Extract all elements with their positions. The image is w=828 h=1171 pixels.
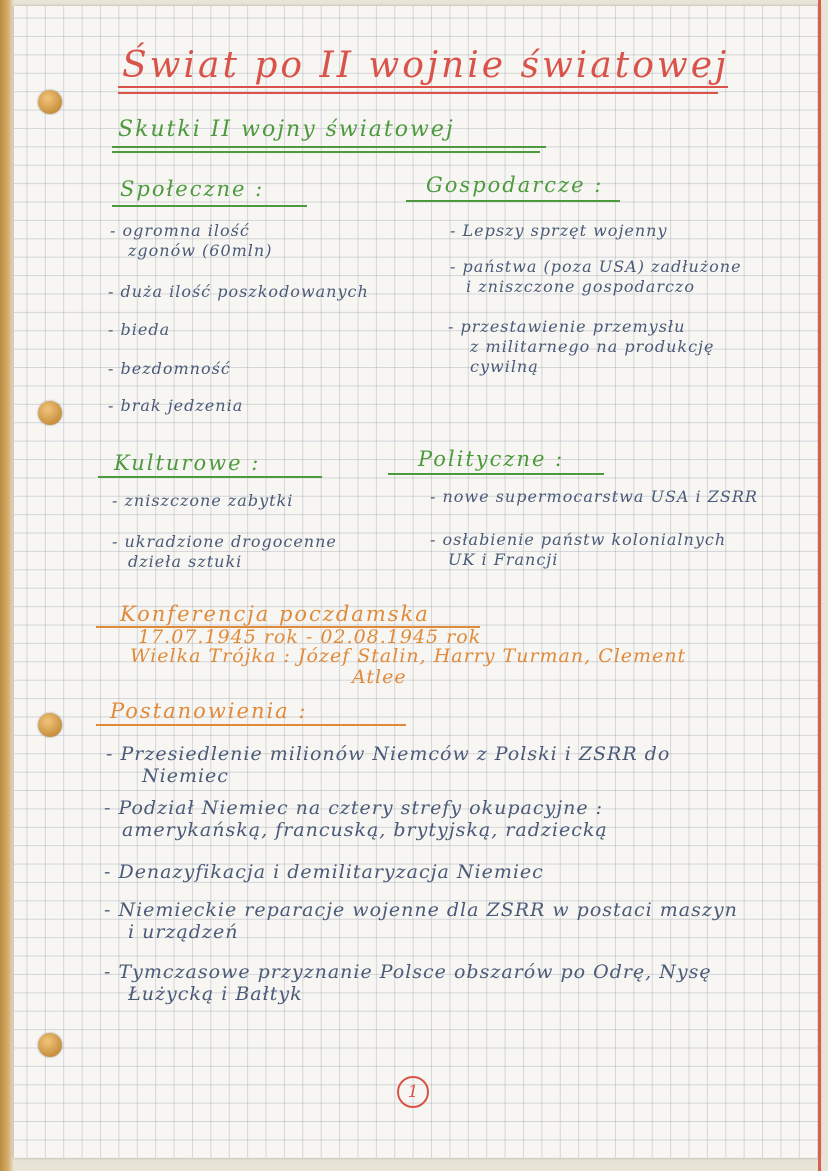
section-underline (112, 151, 540, 153)
title-underline (118, 92, 718, 94)
subheading-underline (406, 200, 620, 202)
list-item-line: - duża ilość poszkodowanych (108, 282, 369, 301)
list-item-line: - Niemieckie reparacje wojenne dla ZSRR w postaci maszyn (104, 899, 738, 921)
list-item-line: z militarnego na produkcję (470, 337, 715, 356)
list-item-line: - przestawienie przemysłu (448, 317, 686, 336)
list-item-line: - Tymczasowe przyznanie Polsce obszarów po Odrę, Nysę (104, 961, 712, 983)
list-item-line: - bieda (108, 320, 171, 339)
title-underline (118, 86, 728, 88)
punch-hole (38, 713, 62, 737)
subheading-underline (98, 476, 322, 478)
list-item-line: amerykańską, francuską, brytyjską, radziecką (122, 819, 608, 841)
list-item-line: dzieła sztuki (128, 552, 243, 571)
section-heading-skutki: Skutki II wojny światowej (118, 117, 455, 142)
list-item-line: - Przesiedlenie milionów Niemców z Polski i ZSRR do (106, 743, 671, 765)
list-item-line: - brak jedzenia (108, 396, 244, 415)
margin-line (818, 0, 821, 1171)
list-item-line: Niemiec (142, 765, 229, 787)
list-item-line: - Lepszy sprzęt wojenny (450, 221, 668, 240)
list-item-line: Łużycką i Bałtyk (128, 983, 303, 1005)
subheading-underline (112, 205, 307, 207)
list-item-line: - Podział Niemiec na cztery strefy okupacyjne : (104, 797, 604, 819)
list-item-line: - osłabienie państw kolonialnych (430, 530, 727, 549)
subheading-polityczne: Polityczne : (418, 447, 565, 471)
big-three-line1: Wielka Trójka : Józef Stalin, Harry Turman, Clement (130, 645, 687, 667)
subheading-kulturowe: Kulturowe : (114, 451, 261, 475)
subheading-spoleczne: Społeczne : (120, 177, 265, 201)
list-item-line: - nowe supermocarstwa USA i ZSRR (430, 487, 758, 506)
list-item-line: - ukradzione drogocenne (112, 532, 337, 551)
subheading-gospodarcze: Gospodarcze : (426, 173, 604, 197)
list-item-line: - ogromna ilość (110, 221, 250, 240)
subheading-underline (388, 473, 604, 475)
binding-edge (0, 0, 14, 1171)
page-number: 1 (397, 1076, 429, 1108)
section-heading-postanowienia: Postanowienia : (110, 699, 308, 723)
list-item-line: i urządzeń (128, 921, 239, 943)
list-item-line: cywilną (470, 357, 539, 376)
list-item-line: zgonów (60mln) (128, 241, 273, 260)
list-item-line: - państwa (poza USA) zadłużone (450, 257, 742, 276)
section-heading-konferencja: Konferencja poczdamska (120, 602, 430, 626)
punch-hole (38, 1033, 62, 1057)
section-underline (96, 724, 406, 726)
list-item-line: - Denazyfikacja i demilitaryzacja Niemiec (104, 861, 544, 883)
big-three-line2: Atlee (352, 666, 407, 688)
list-item-line: - zniszczone zabytki (112, 491, 294, 510)
conference-dates: 17.07.1945 rok - 02.08.1945 rok (138, 626, 482, 648)
section-underline (112, 146, 546, 148)
punch-hole (38, 90, 62, 114)
list-item-line: UK i Francji (448, 550, 559, 569)
list-item-line: - bezdomność (108, 359, 231, 378)
list-item-line: i zniszczone gospodarczo (466, 277, 695, 296)
punch-hole (38, 401, 62, 425)
page-title: Świat po II wojnie światowej (122, 45, 730, 86)
